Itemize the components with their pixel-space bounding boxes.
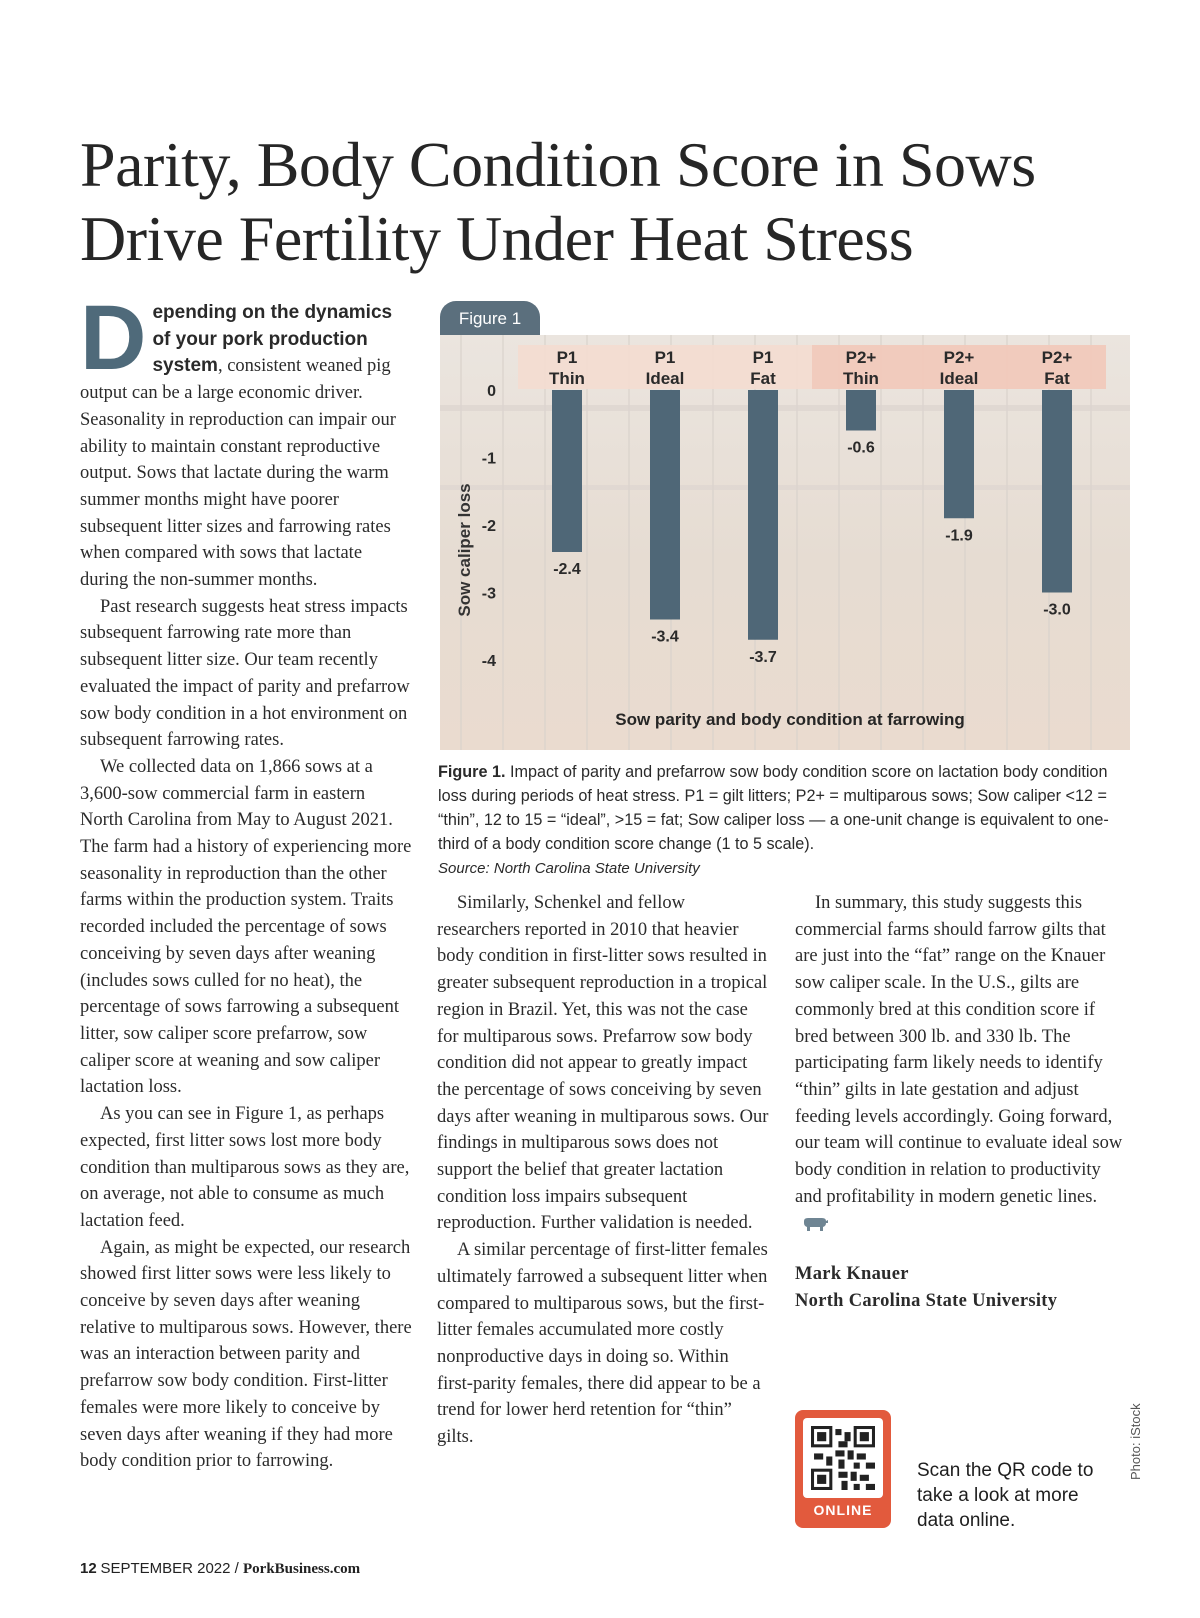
caption-source: Source: North Carolina State University <box>438 860 700 877</box>
issue-date: SEPTEMBER 2022 <box>100 1560 231 1577</box>
article-column-2 <box>437 890 769 1451</box>
qr-code-icon <box>811 1426 875 1490</box>
lead-in-text: epending on the dynamics of your pork production system <box>152 302 393 377</box>
paragraph-7: A similar percentage of first-litter females ultimately farrowed a subsequent litter when compared to multiparous sows, but the first-litter females accumulated more costly nonproductive days in doing so. Within first-parity females, there did appear to be a trend for lower herd retention for “thin” gilts. <box>437 1240 768 1448</box>
paragraph-8-text: In summary, this study suggests this commercial farms should farrow gilts that are just into the “fat” range on the Knauer sow caliper scale. In the U.S., gilts are commonly bred at this condition score if bred between 300 lb. and 330 lb. The participating farm likely needs to identify “thin” gilts in late gestation and adjust feeding levels accordingly. Going forward, our team will continue to evaluate ideal sow body condition in relation to productivity and profitability in modern genetic lines. <box>795 893 1123 1207</box>
paragraph-2: Past research suggests heat stress impacts subsequent farrowing rate more than subsequent litter size. Our team recently evaluated the impact of parity and prefarrow sow body condition in a hot environment on subsequent farrowing rates. <box>80 596 410 751</box>
value-label: -2.4 <box>553 561 581 578</box>
article-column-3 <box>795 890 1127 1315</box>
article-column-1 <box>80 287 412 1475</box>
y-tick-label: -4 <box>481 653 496 670</box>
x-axis-label: Sow parity and body condition at farrowing <box>615 710 965 729</box>
value-label: -1.9 <box>945 527 973 545</box>
author-block <box>795 1261 1127 1314</box>
y-axis-label: Sow caliper loss <box>455 483 474 617</box>
value-label: -3.7 <box>749 648 777 666</box>
bar-chart <box>440 335 1130 750</box>
online-badge-label: ONLINE <box>813 1502 873 1518</box>
drop-cap: D <box>80 287 147 389</box>
paragraph-5: Again, as might be expected, our research showed first litter sows were less likely to conceive by seven days after weaning relative to multiparous sows. However, there was an interaction between parity and prefarrow sow body condition. First-litter females were more likely to conceive by seven days after weaning if they had more body condition prior to farrowing. <box>80 1237 412 1472</box>
figure-caption <box>438 760 1138 881</box>
bar <box>944 390 974 518</box>
publication-site: PorkBusiness.com <box>243 1561 361 1577</box>
footer-separator: / <box>230 1560 244 1577</box>
y-tick-label: -3 <box>481 585 496 603</box>
value-label: -0.6 <box>847 439 875 457</box>
author-affiliation: North Carolina State University <box>795 1290 1058 1311</box>
category-label: Ideal <box>939 369 979 388</box>
category-label: Fat <box>750 369 776 388</box>
figure-tab: Figure 1 <box>440 301 540 335</box>
paragraph-4: As you can see in Figure 1, as perhaps expected, first litter sows lost more body condition than multiparous sows as they are, on average, not able to consume as much lactation feed. <box>80 1104 410 1231</box>
bar <box>650 390 680 620</box>
category-label: P1 <box>654 348 676 367</box>
value-label: -3.0 <box>1043 601 1071 619</box>
paragraph-3: We collected data on 1,866 sows at a 3,600-sow commercial farm in eastern North Carolina from May to August 2021. The farm had a history of experiencing more seasonality in reproduction than the other farms within the production system. Traits recorded included the percentage of sows conceiving by seven days after weaning (includes sows culled for no heat), the percentage of sows farrowing a subsequent litter, sow caliper score prefarrow, sow caliper score at weaning and sow caliper lactation loss. <box>80 756 412 1098</box>
category-label: Thin <box>843 369 879 388</box>
intro-rest: , consistent weaned pig output can be a large economic driver. Seasonality in reproduction can impair our ability to maintain constant reproductive output. Sows that lactate during the warm summer months might have poorer subsequent litter sizes and farrowing rates when compared with sows that lactate during the non-summer months. <box>80 356 396 591</box>
qr-code-badge[interactable] <box>795 1410 891 1528</box>
photo-credit: Photo: iStock <box>1128 1403 1143 1480</box>
category-label: P2+ <box>943 348 975 367</box>
pig-icon <box>801 1216 829 1232</box>
author-name: Mark Knauer <box>795 1264 909 1285</box>
page-footer <box>80 1560 360 1578</box>
paragraph-8 <box>795 890 1127 1237</box>
bar <box>748 390 778 640</box>
qr-instructions: Scan the QR code to take a look at more data online. <box>917 1460 1094 1531</box>
y-tick-label: -1 <box>481 450 496 468</box>
caption-text: Impact of parity and prefarrow sow body condition score on lactation body condition loss during periods of heat stress. P1 = gilt litters; P2+ = multiparous sows; Sow caliper <12 = “thin”, 12 to 15 = “ideal”, >15 = fat; Sow caliper loss — a one-unit change is equivalent to one-third of a body condition score change (1 to 5 scale). <box>438 763 1109 853</box>
category-label: P1 <box>556 348 578 367</box>
y-tick-label: 0 <box>487 383 496 400</box>
bar <box>846 390 876 431</box>
paragraph-6: Similarly, Schenkel and fellow researchers reported in 2010 that heavier body condition in first-litter sows resulted in greater subsequent reproduction in a tropical region in Brazil. Yet, this was not the case for multiparous sows. Prefarrow sow body condition did not appear to greatly impact the percentage of sows conceiving by seven days after weaning in multiparous sows. Our findings in multiparous sows does not support the belief that greater lactation condition loss impairs subsequent reproduction. Further validation is needed. <box>437 893 769 1234</box>
y-tick-label: -2 <box>481 518 496 535</box>
bar <box>552 390 582 552</box>
category-label: Fat <box>1044 369 1070 388</box>
bar <box>1042 390 1072 593</box>
category-label: P1 <box>752 348 774 367</box>
paragraph-intro <box>80 287 412 594</box>
page-number: 12 <box>80 1560 97 1577</box>
value-label: -3.4 <box>651 628 679 646</box>
category-label: P2+ <box>845 348 877 367</box>
caption-label: Figure 1. <box>438 763 506 781</box>
category-label: Thin <box>549 369 585 388</box>
category-label: P2+ <box>1041 348 1073 367</box>
article-title: Parity, Body Condition Score in Sows Drive Fertility Under Heat Stress <box>80 129 1036 274</box>
category-label: Ideal <box>645 369 685 388</box>
